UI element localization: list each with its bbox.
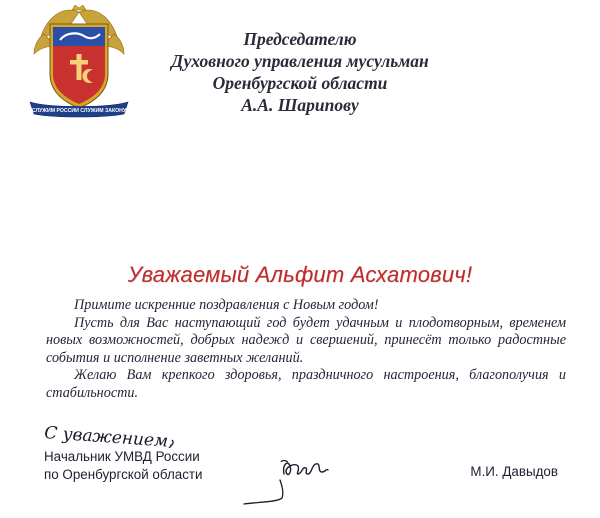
addressee-line-1: Председателю — [243, 29, 357, 49]
police-department-emblem-icon — [20, 4, 138, 122]
body-paragraph-2: Пусть для Вас наступающий год будет удачным и плодотворным, временем новых возможностей, добрых надежд и свершений, принесёт только радостные события и исполнение заветных желаний. — [46, 314, 566, 366]
letter-body — [46, 297, 566, 402]
signatory-name: М.И. Давыдов — [470, 464, 558, 479]
body-paragraph-3: Желаю Вам крепкого здоровья, праздничного настроения, благополучия и стабильности. — [46, 367, 566, 401]
signatory-position-line-1: Начальник УМВД России — [44, 449, 200, 464]
greeting-heading: Уважаемый Альфит Асхатович! — [127, 262, 473, 287]
addressee-line-3: Оренбургской области — [212, 73, 388, 93]
addressee-line-2: Духовного управления мусульман — [171, 51, 429, 71]
handwritten-closing — [40, 414, 200, 448]
addressee-line-4: А.А. Шарипову — [241, 95, 359, 115]
signatory-position-line-2: по Оренбургской области — [44, 467, 203, 482]
signatory-position — [44, 448, 203, 484]
handwritten-closing-text: С уважением, — [43, 423, 175, 448]
body-paragraph-1: Примите искренние поздравления с Новым годом! — [74, 297, 379, 313]
handwritten-signature-icon — [238, 448, 348, 506]
addressee-block — [150, 28, 450, 116]
svg-text:СЛУЖИМ РОССИИ СЛУЖИМ ЗАКОНУ: СЛУЖИМ РОССИИ СЛУЖИМ ЗАКОНУ — [31, 108, 127, 114]
